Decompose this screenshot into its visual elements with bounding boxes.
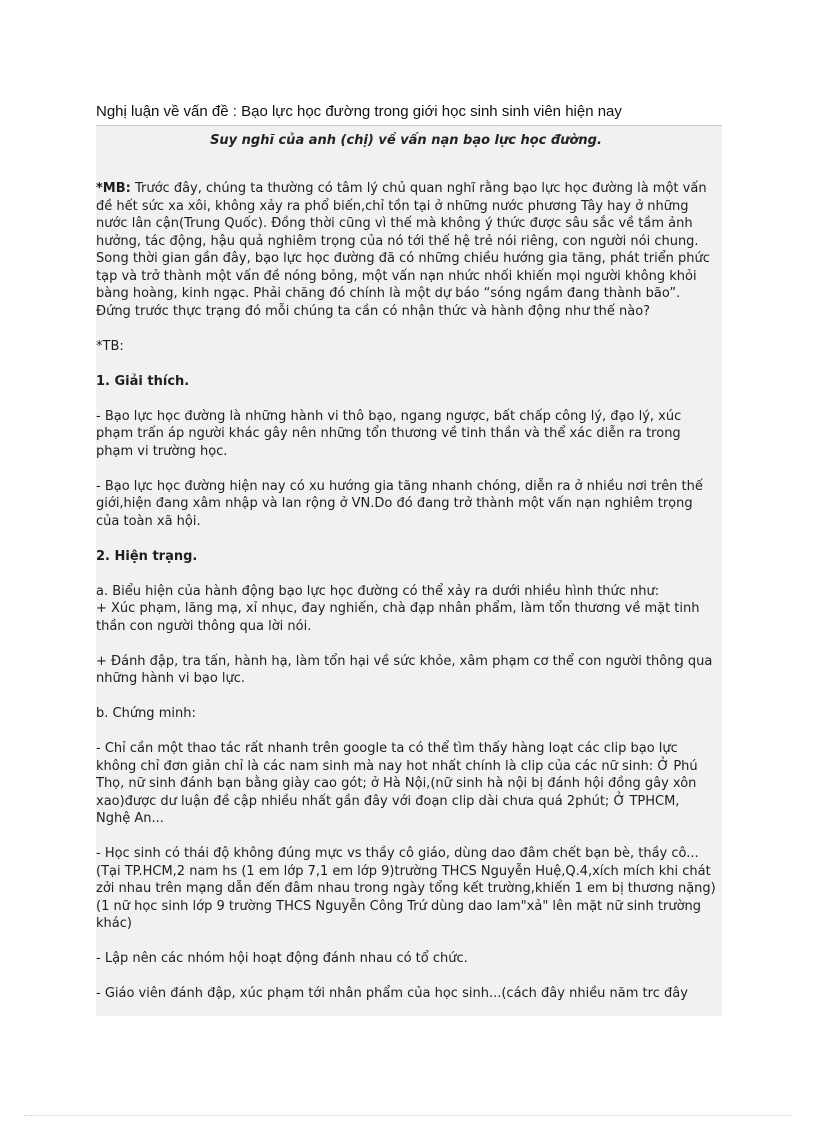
proof-paragraph-1: - Chỉ cần một thao tác rất nhanh trên google ta có thể tìm thấy hàng loạt các clip bạo lực không chỉ đơn giản chỉ là các nam sinh mà nay hot nhất chính là clip của các nữ sinh: Ở Phú Thọ, nữ sinh đánh bạn bằng giày cao gót; ở Hà Nội,(nữ sinh hà nội bị đánh hội đồng gây xôn xao)được dư luận đề cập nhiều nhất gần đây với đoạn clip dài chưa quá 2phút; Ở TPHCM, Nghệ An... bbox=[96, 741, 698, 826]
body-label: *TB: bbox=[96, 338, 124, 354]
status-intro-line: a. Biểu hiện của hành động bạo lực học đường có thể xảy ra dưới nhiều hình thức như: bbox=[96, 583, 660, 599]
proof-paragraph-2: - Học sinh có thái độ không đúng mực vs thầy cô giáo, dùng dao đâm chết bạn bè, thầy cô...(Tại TP.HCM,2 nam hs (1 em lớp 7,1 em lớp 9)trường THCS Nguyễn Huệ,Q.4,xích mích khi chát zởi nhau trên mạng dẫn đến đâm nhau trong ngày tổng kết trường,khiến 1 em bị thương nặng)(1 nữ học sinh lớp 9 trường THCS Nguyễn Công Trứ dùng dao lam"xả" lên mặt nữ sinh trường khác) bbox=[96, 846, 716, 931]
status-bullet-1: + Xúc phạm, lăng mạ, xỉ nhục, đay nghiến, chà đạp nhân phẩm, làm tổn thương về mặt tinh thần con người thông qua lời nói. bbox=[96, 601, 700, 634]
intro-paragraph bbox=[96, 180, 716, 320]
article-subtitle: Suy nghĩ của anh (chị) về vấn nạn bạo lực học đường. bbox=[210, 133, 602, 148]
status-bullet-2: + Đánh đập, tra tấn, hành hạ, làm tổn hại về sức khỏe, xâm phạm cơ thể con người thông qua những hành vi bạo lực. bbox=[96, 653, 713, 686]
section-heading-status: 2. Hiện trạng. bbox=[96, 548, 198, 564]
section-heading-explanation: 1. Giải thích. bbox=[96, 373, 190, 389]
explanation-paragraph-2: - Bạo lực học đường hiện nay có xu hướng gia tăng nhanh chóng, diễn ra ở nhiều nơi trên thế giới,hiện đang xâm nhập và lan rộng ở VN.Do đó đang trở thành một vấn nạn nghiêm trọng của toàn xã hội. bbox=[96, 478, 703, 529]
article-body bbox=[96, 126, 722, 1016]
document-title: Nghị luận về vấn đề : Bạo lực học đường trong giới học sinh sinh viên hiện nay bbox=[96, 103, 622, 120]
proof-paragraph-3: - Lập nên các nhóm hội hoạt động đánh nhau có tổ chức. bbox=[96, 951, 468, 966]
explanation-paragraph-1: - Bạo lực học đường là những hành vi thô bạo, ngang ngược, bất chấp công lý, đạo lý, xúc phạm trấn áp người khác gây nên những tổn thương về tinh thần và thể xác diễn ra trong phạm vi trường học. bbox=[96, 408, 682, 459]
intro-text: Trước đây, chúng ta thường có tâm lý chủ quan nghĩ rằng bạo lực học đường là một vấn đề hết sức xa xôi, không xảy ra phổ biến,chỉ tồn tại ở những nước phương Tây hay ở những nước lân cận(Trung Quốc). Đồng thời cũng vì thế mà không ý thức được sâu sắc về tầm ảnh hưởng, tác động, hậu quả nghiêm trọng của nó tới thế hệ trẻ nói riêng, con người nói chung. Song thời gian gần đây, bạo lực học đường đã có những chiều hướng gia tăng, phát triển phức tạp và trở thành một vấn đề nóng bỏng, một vấn nạn nhức nhối khiến mọi người không khỏi bàng hoàng, kinh ngạc. Phải chăng đó chính là một dự báo “sóng ngầm đang thành bão”. Đứng trước thực trạng đó mỗi chúng ta cần có nhận thức và hành động như thế nào? bbox=[96, 181, 710, 319]
proof-heading: b. Chứng minh: bbox=[96, 706, 196, 721]
page-bottom-divider bbox=[24, 1115, 792, 1116]
proof-paragraph-4: - Giáo viên đánh đập, xúc phạm tới nhân phẩm của học sinh...(cách đây nhiều năm trc đây bbox=[96, 986, 688, 1001]
intro-label: *MB: bbox=[96, 181, 131, 196]
